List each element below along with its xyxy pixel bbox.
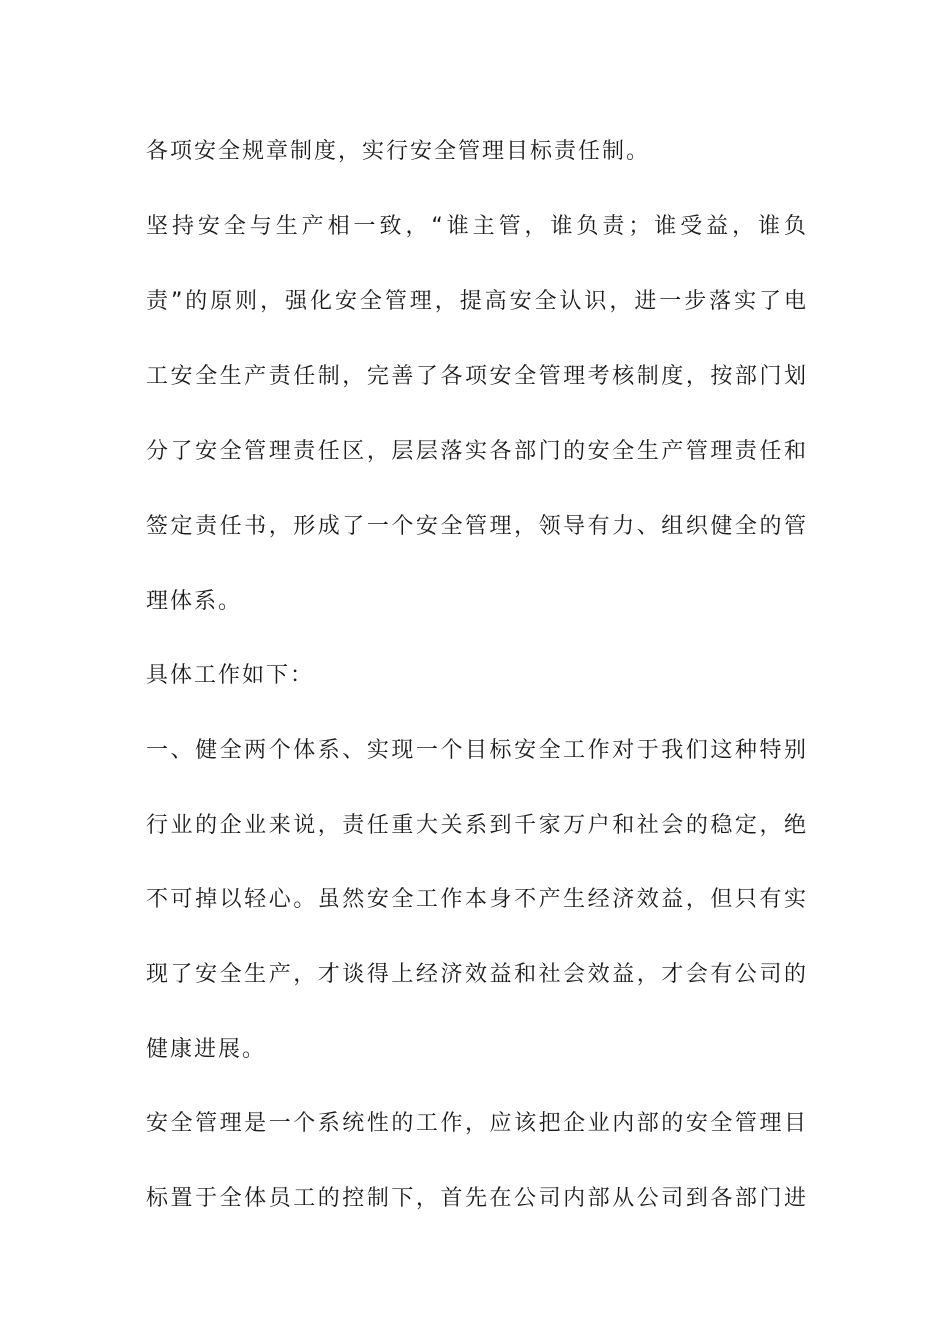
text-line: 分了安全管理责任区，层层落实各部门的安全生产管理责任和 [146, 439, 806, 464]
text-line: 行业的企业来说，责任重大关系到千家万户和社会的稳定，绝 [146, 813, 806, 838]
text-line: 一、健全两个体系、实现一个目标安全工作对于我们这种特别 [146, 738, 806, 763]
text-line: 安全管理是一个系统性的工作，应该把企业内部的安全管理目 [146, 1111, 806, 1136]
text-line: 责”的原则，强化安全管理，提高安全认识，进一步落实了电 [146, 289, 806, 314]
text-line: 理体系。 [146, 589, 243, 614]
text-line: 签定责任书，形成了一个安全管理，领导有力、组织健全的管 [146, 514, 806, 539]
text-line: 各项安全规章制度，实行安全管理目标责任制。 [146, 139, 651, 164]
text-line: 坚持安全与生产相一致，“谁主管，谁负责；谁受益，谁负 [146, 214, 806, 239]
text-line: 工安全生产责任制，完善了各项安全管理考核制度，按部门划 [146, 364, 806, 389]
text-line: 标置于全体员工的控制下，首先在公司内部从公司到各部门进 [146, 1186, 806, 1211]
text-line: 健康进展。 [146, 1037, 267, 1062]
text-line: 现了安全生产，才谈得上经济效益和社会效益，才会有公司的 [146, 962, 806, 987]
text-line: 具体工作如下： [146, 663, 315, 688]
text-line: 不可掉以轻心。虽然安全工作本身不产生经济效益，但只有实 [146, 887, 806, 912]
